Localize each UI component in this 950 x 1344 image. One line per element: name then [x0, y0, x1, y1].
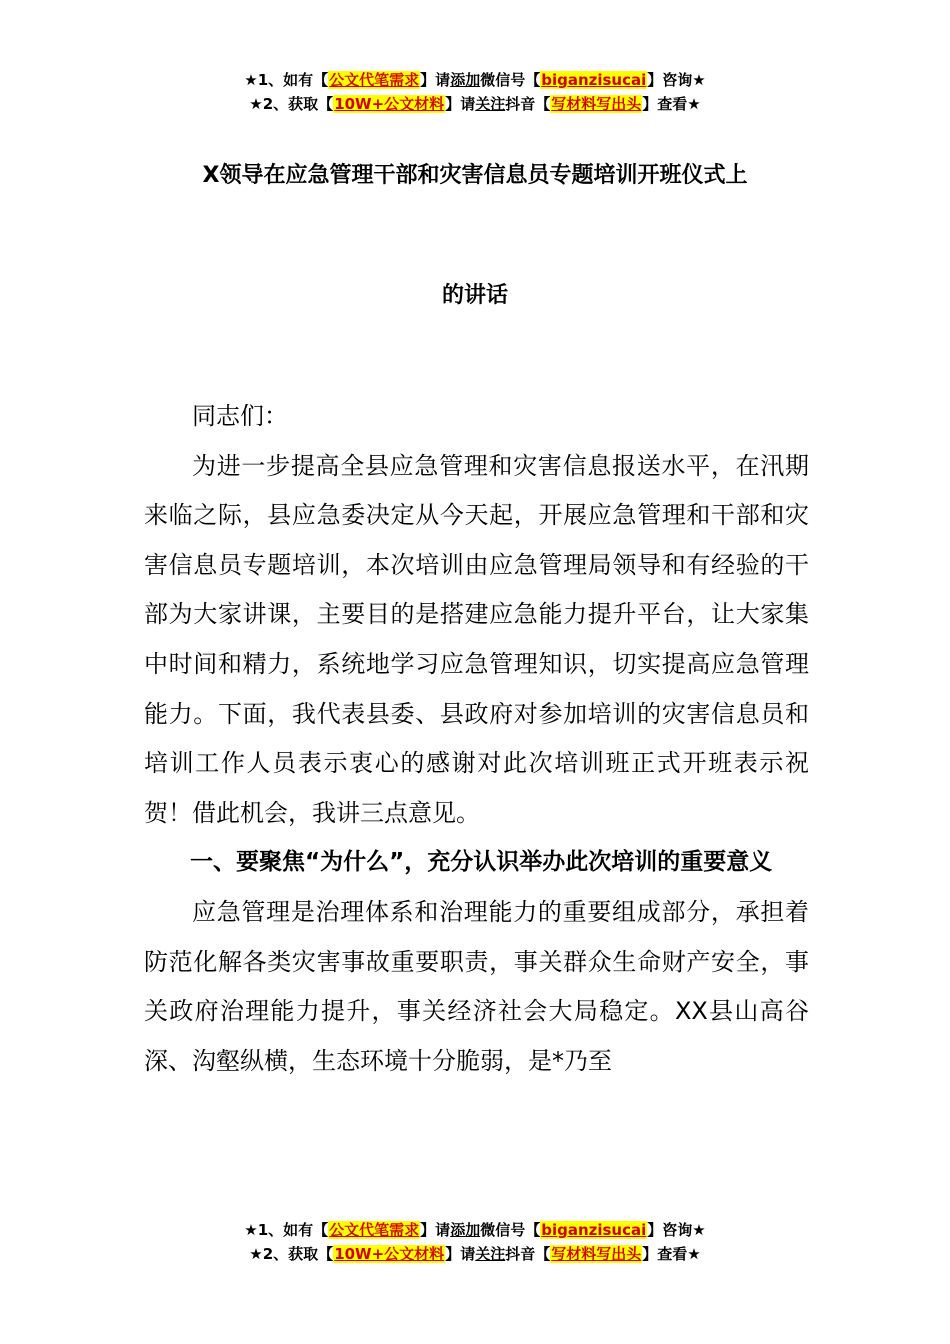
banner-text: 微信号【	[480, 1221, 541, 1239]
banner-text: ★2、获取【	[249, 95, 334, 113]
banner-highlight: 写材料写出头	[551, 1245, 642, 1263]
banner-text: 】请	[445, 1245, 476, 1263]
document-body	[144, 392, 809, 1086]
banner-text: 】查看★	[642, 1245, 701, 1263]
banner-text: ★1、如有【	[244, 1221, 329, 1239]
banner-text: ★2、获取【	[249, 1245, 334, 1263]
paragraph-2: 应急管理是治理体系和治理能力的重要组成部分，承担着防范化解各类灾害事故重要职责，事关群众生命财产安全，事关政府治理能力提升，事关经济社会大局稳定。XX县山高谷深、沟壑纵横，生态环境十分脆弱，是*乃至	[144, 897, 809, 1075]
footer-line-1	[0, 1218, 950, 1242]
footer-line-2	[0, 1242, 950, 1266]
banner-highlight: 10W+公文材料	[334, 1245, 445, 1263]
banner-text: 】咨询★	[647, 1221, 706, 1239]
banner-line-1	[0, 68, 950, 92]
document-title-line-1: X领导在应急管理干部和灾害信息员专题培训开班仪式上	[202, 163, 748, 188]
banner-underlined: 添加	[450, 71, 481, 89]
banner-underlined: 关注	[475, 1245, 506, 1263]
section-heading-1: 一、要聚焦“为什么”，充分认识举办此次培训的重要意义	[190, 849, 773, 876]
banner-highlight: biganzisucai	[541, 71, 647, 89]
banner-highlight: 公文代笔需求	[329, 1221, 420, 1239]
banner-text: 抖音【	[505, 1245, 551, 1263]
banner-text: 】请	[445, 95, 476, 113]
document-title-line-2: 的讲话	[441, 283, 508, 308]
banner-underlined: 添加	[450, 1221, 481, 1239]
banner-text: 】请	[420, 71, 451, 89]
banner-highlight: 10W+公文材料	[334, 95, 445, 113]
banner-highlight: 公文代笔需求	[329, 71, 420, 89]
banner-underlined: 关注	[475, 95, 506, 113]
banner-highlight: biganzisucai	[541, 1221, 647, 1239]
paragraph-1: 为进一步提高全县应急管理和灾害信息报送水平，在汛期来临之际，县应急委决定从今天起，开展应急管理和干部和灾害信息员专题培训，本次培训由应急管理局领导和有经验的干部为大家讲课，主要目的是搭建应急能力提升平台，让大家集中时间和精力，系统地学习应急管理知识，切实提高应急管理能力。下面，我代表县委、县政府对参加培训的灾害信息员和培训工作人员表示衷心的感谢对此次培训班正式开班表示祝贺！借此机会，我讲三点意见。	[144, 451, 809, 827]
banner-highlight: 写材料写出头	[551, 95, 642, 113]
banner-text: 抖音【	[505, 95, 551, 113]
greeting: 同志们：	[192, 402, 288, 430]
footer-banner	[0, 1218, 950, 1266]
banner-text: 】查看★	[642, 95, 701, 113]
banner-text: 】请	[420, 1221, 451, 1239]
banner-text: ★1、如有【	[244, 71, 329, 89]
banner-text: 】咨询★	[647, 71, 706, 89]
header-banner	[0, 68, 950, 116]
banner-line-2	[0, 92, 950, 116]
banner-text: 微信号【	[480, 71, 541, 89]
